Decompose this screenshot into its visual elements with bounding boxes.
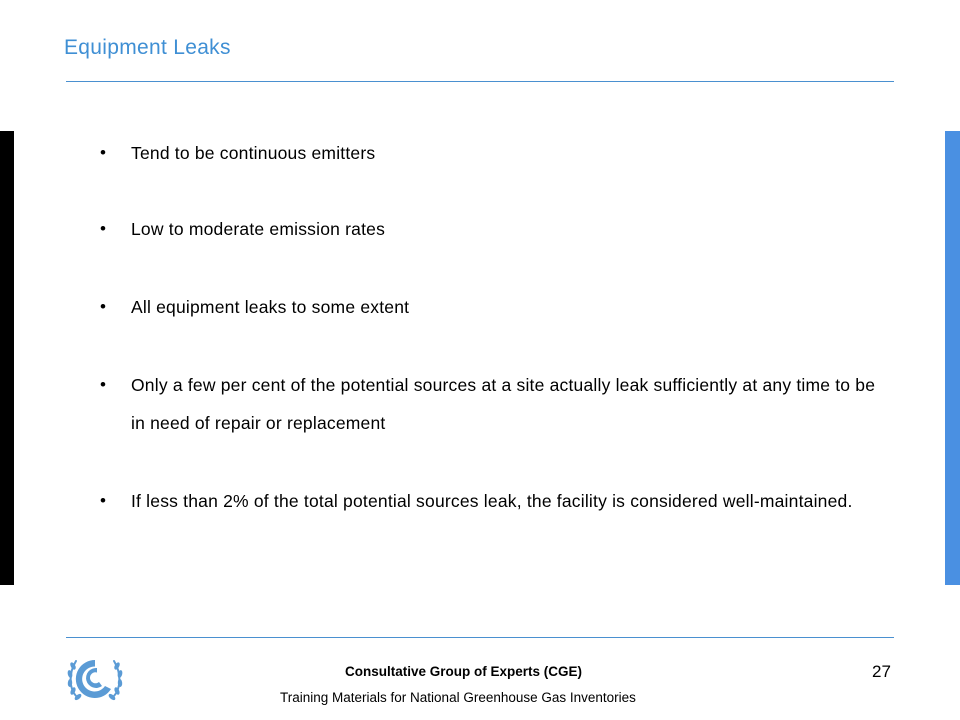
bullet-text: Tend to be continuous emitters bbox=[131, 143, 376, 163]
footer-divider bbox=[66, 637, 894, 638]
bullet-text: All equipment leaks to some extent bbox=[131, 297, 410, 317]
bullet-marker: • bbox=[100, 143, 106, 162]
bullet-marker: • bbox=[100, 491, 106, 510]
slide-title: Equipment Leaks bbox=[64, 36, 231, 59]
bullet-text: Only a few per cent of the potential sources at a site actually leak sufficiently at any time to be in need of repair or replacement bbox=[131, 375, 876, 433]
unfccc-logo-icon bbox=[64, 652, 126, 706]
footer-organization: Consultative Group of Experts (CGE) bbox=[345, 664, 583, 679]
bullet-text: Low to moderate emission rates bbox=[131, 219, 386, 239]
bullet-text: If less than 2% of the total potential sources leak, the facility is considered well-maintained. bbox=[131, 491, 853, 511]
bullet-marker: • bbox=[100, 375, 106, 394]
bullet-marker: • bbox=[100, 297, 106, 316]
bullet-marker: • bbox=[100, 219, 106, 238]
footer-subtitle: Training Materials for National Greenhouse Gas Inventories bbox=[280, 690, 636, 705]
page-number: 27 bbox=[872, 662, 891, 681]
